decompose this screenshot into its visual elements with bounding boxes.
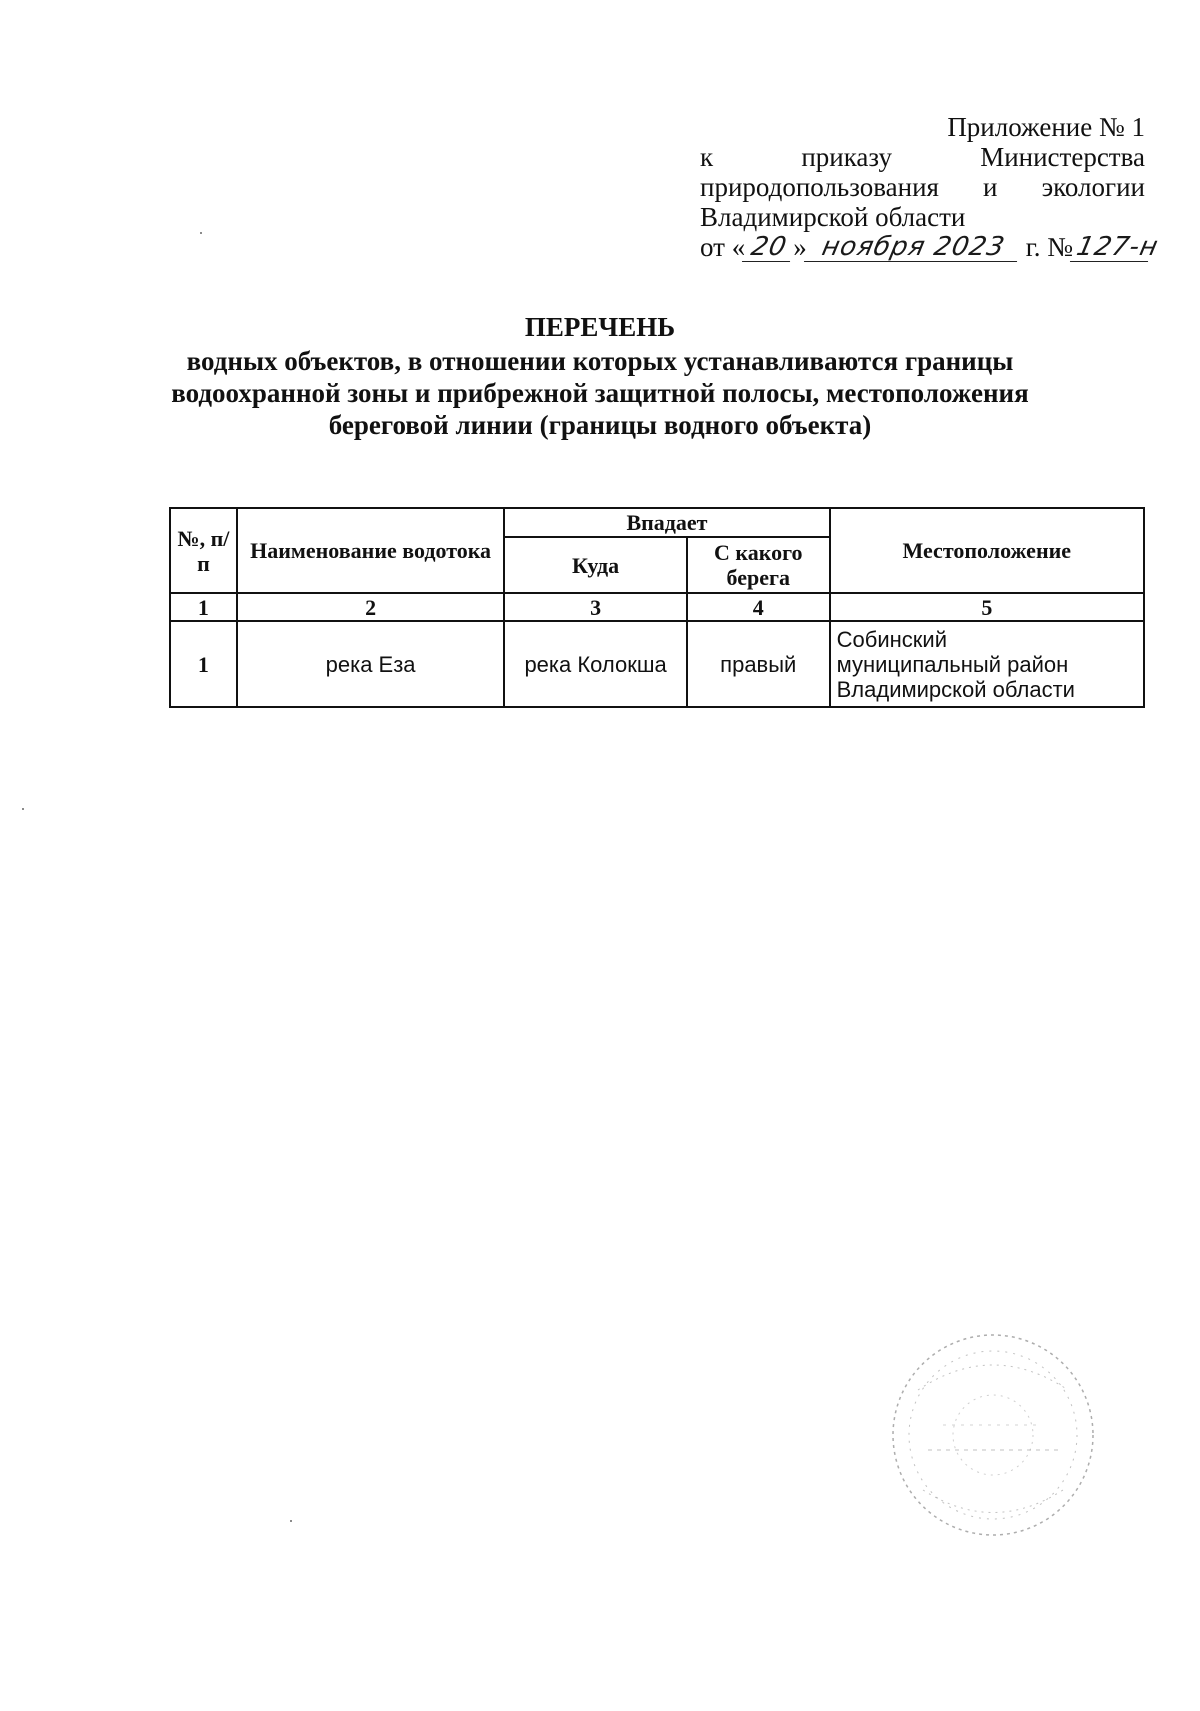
table-row — [170, 621, 1144, 707]
scan-speck — [200, 232, 202, 234]
row-location-line: Владимирской области — [836, 676, 1075, 702]
heading-subtitle-line: водных объектов, в отношении которых устанавливаются границы — [186, 346, 1014, 376]
heading-title: ПЕРЕЧЕНЬ — [524, 312, 676, 342]
header-location: Местоположение — [830, 508, 1144, 593]
column-index-row — [170, 593, 1144, 621]
scan-speck — [22, 808, 24, 810]
row-location-line: муниципальный район — [836, 651, 1069, 677]
column-index: 4 — [687, 593, 830, 621]
annex-title: Приложение № 1 — [947, 112, 1145, 142]
official-stamp — [888, 1330, 1098, 1540]
annex-region: Владимирской области — [700, 202, 966, 232]
annex-word: природопользования — [700, 172, 939, 202]
row-location-line: Собинский — [836, 626, 947, 652]
annex-word: к — [700, 142, 714, 172]
header-flows-into: Впадает — [504, 508, 829, 537]
row-bank: правый — [687, 621, 830, 707]
water-objects-table — [169, 507, 1145, 708]
row-location — [830, 621, 1144, 707]
row-where: река Колокша — [504, 621, 687, 707]
handwritten-month-year: ноября 2023 — [804, 233, 1023, 262]
header-number: №, п/п — [170, 508, 237, 593]
annex-word: экологии — [1041, 172, 1145, 202]
column-index: 5 — [830, 593, 1144, 621]
document-heading — [100, 311, 1100, 441]
header-bank: С какого берега — [687, 537, 830, 593]
handwritten-day: 20 — [742, 233, 796, 262]
column-index: 3 — [504, 593, 687, 621]
annex-order-line — [700, 142, 1145, 172]
date-prefix: от « — [700, 232, 746, 262]
row-number: 1 — [170, 621, 237, 707]
column-index: 2 — [237, 593, 504, 621]
annex-ministry-line — [700, 172, 1145, 202]
date-suffix: г. № — [1025, 232, 1073, 262]
heading-subtitle-line: водоохранной зоны и прибрежной защитной полосы, местоположения — [171, 378, 1029, 408]
scan-speck — [290, 1520, 292, 1522]
annex-block — [700, 112, 1162, 262]
annex-word: Министерства — [980, 142, 1145, 172]
column-index: 1 — [170, 593, 237, 621]
annex-date-line — [700, 232, 1162, 262]
heading-subtitle-line: береговой линии (границы водного объекта) — [328, 410, 872, 440]
header-name: Наименование водотока — [237, 508, 504, 593]
row-name: река Еза — [237, 621, 504, 707]
annex-word: и — [983, 172, 998, 202]
header-where: Куда — [504, 537, 687, 593]
annex-word: приказу — [801, 142, 893, 172]
date-mid: » — [793, 232, 807, 262]
handwritten-order-number: 127-н — [1070, 233, 1154, 262]
